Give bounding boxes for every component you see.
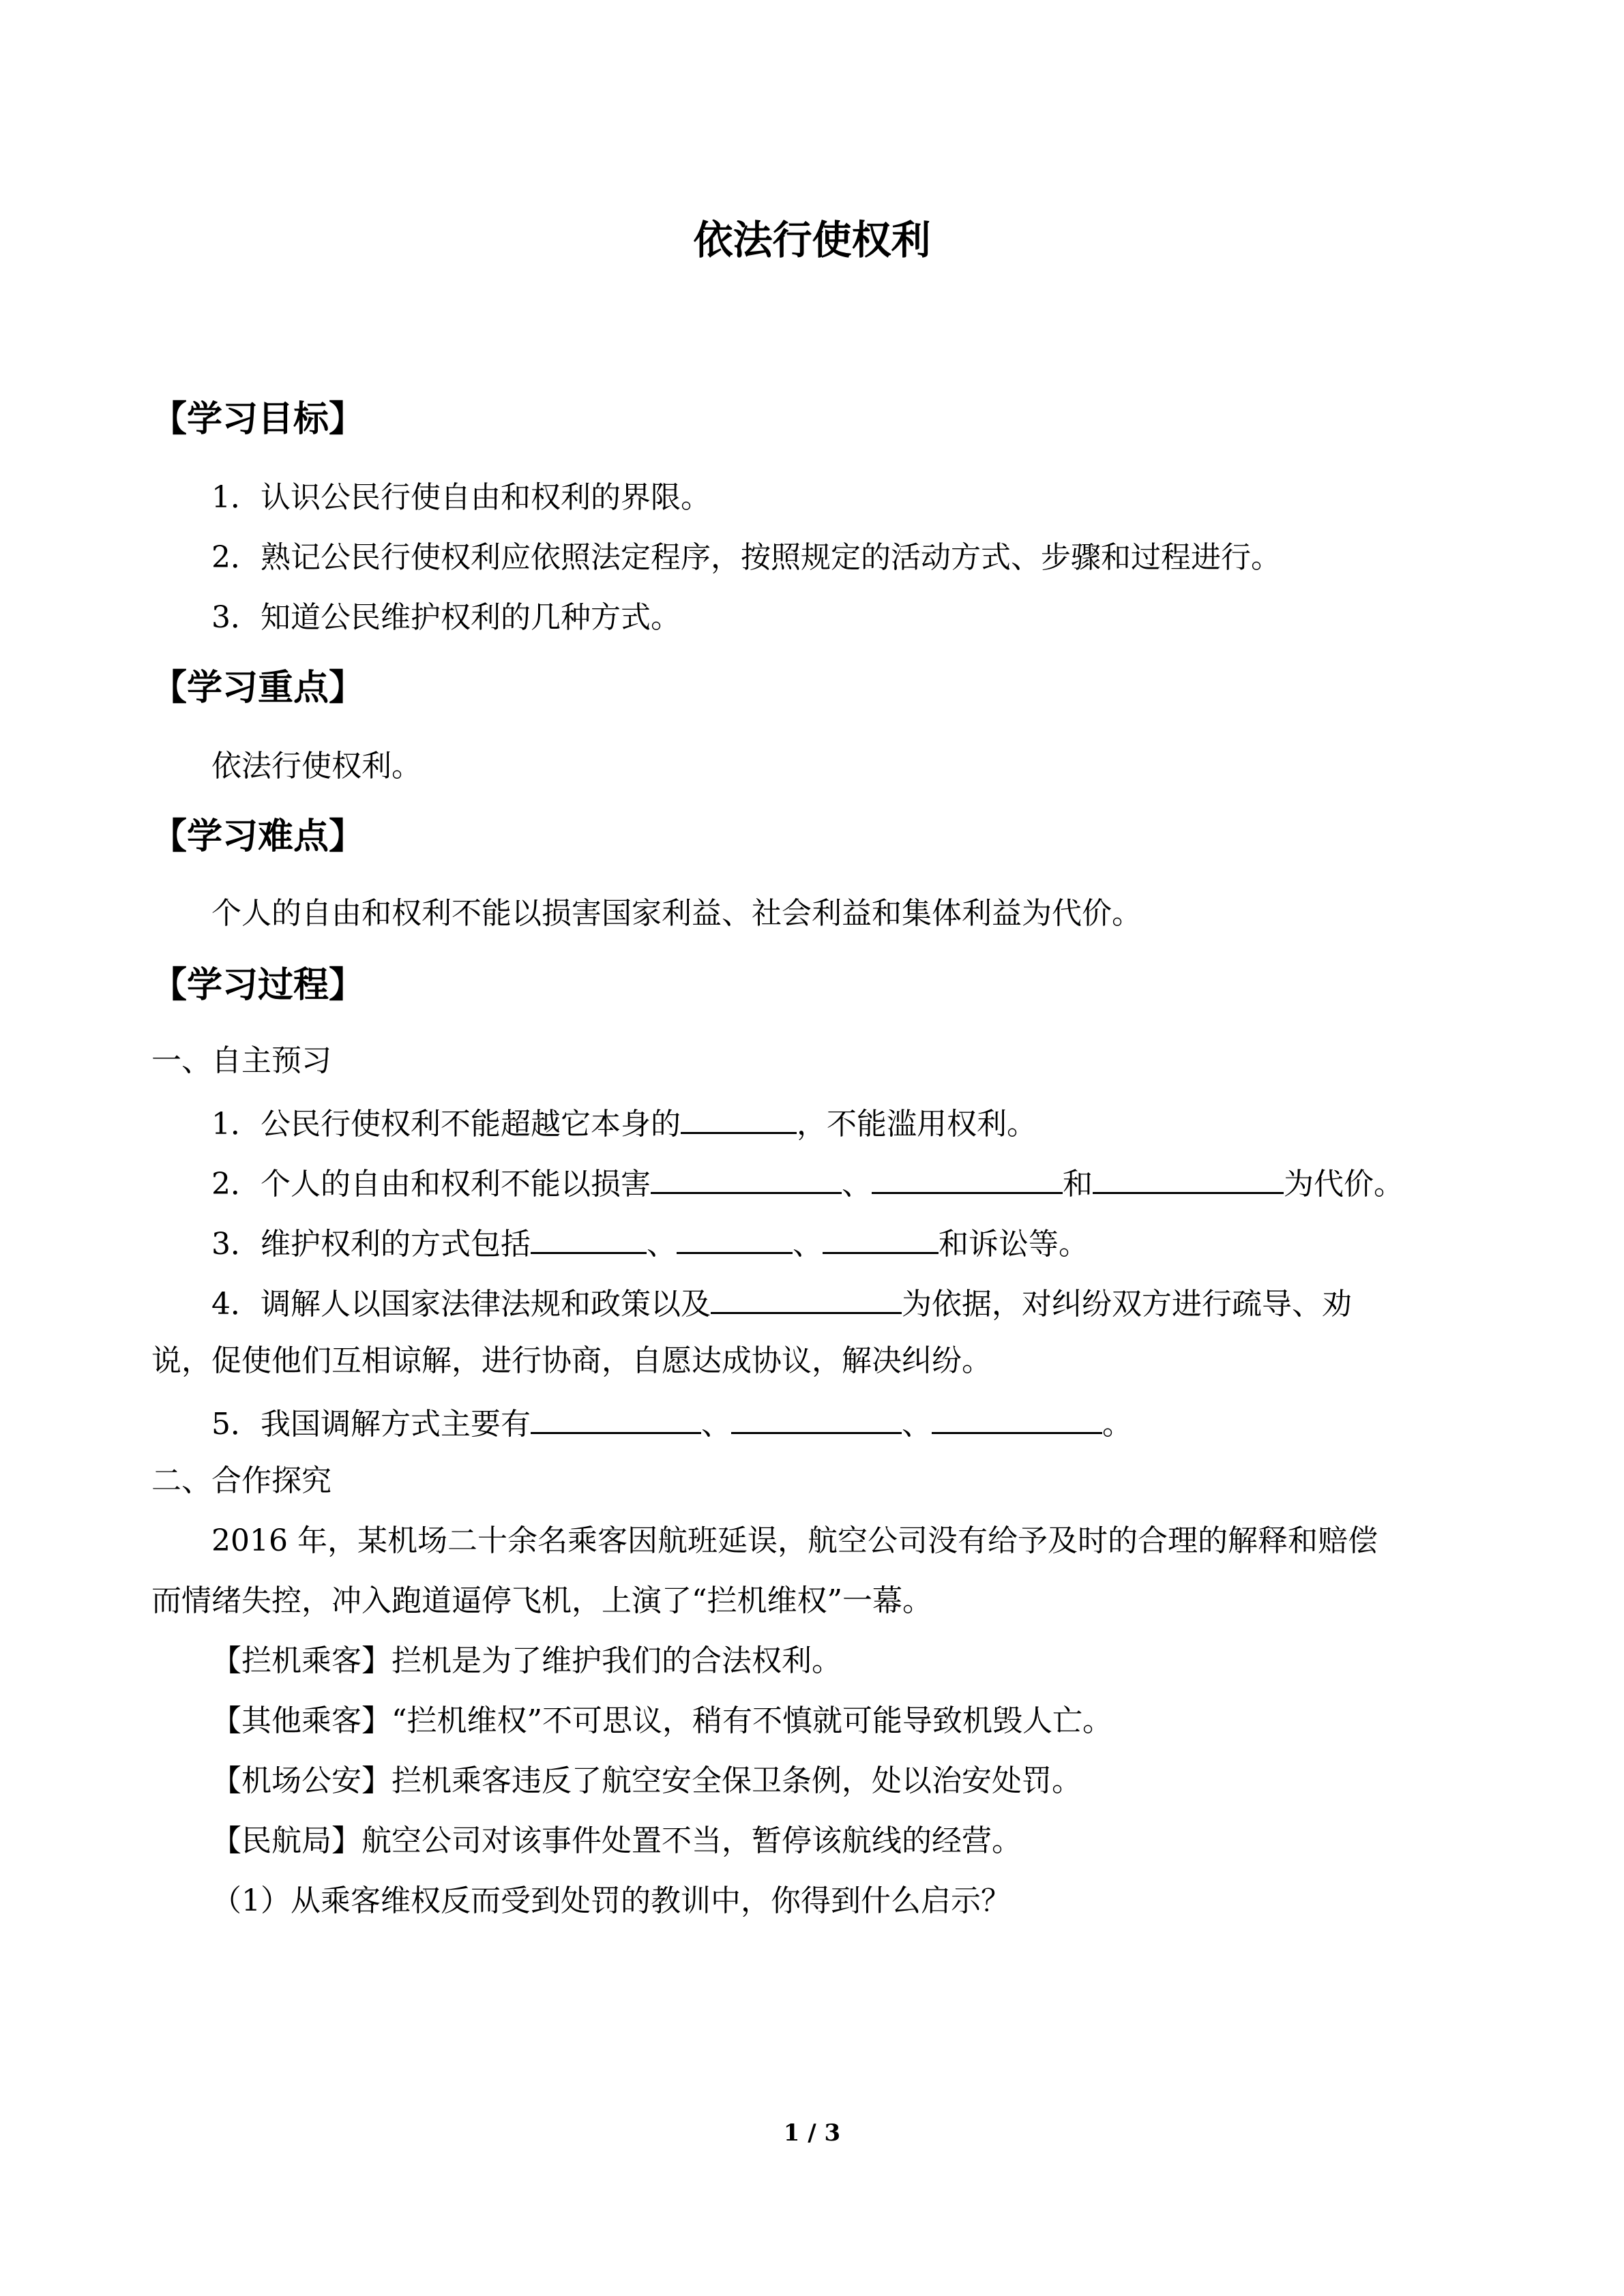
case-paragraph-line-2: 而情绪失控，冲入跑道逼停飞机，上演了“拦机维权”一幕。 [151,1583,932,1618]
difficulty-text: 个人的自由和权利不能以损害国家利益、社会利益和集体利益为代价。 [211,896,1142,931]
difficulty-heading: 【学习难点】 [151,816,365,857]
objective-item-2: 2．熟记公民行使权利应依照法定程序，按照规定的活动方式、步骤和过程进行。 [211,540,1281,575]
question-2: 2．个人的自由和权利不能以损害 、 和 为代价。 [211,1161,1404,1205]
view-other-passengers: 【其他乘客】“拦机维权”不可思议，稍有不慎就可能导致机毁人亡。 [211,1703,1112,1738]
question-4-continued: 说，促使他们互相谅解，进行协商，自愿达成协议，解决纠纷。 [151,1343,992,1378]
question-4: 4．调解人以国家法律法规和政策以及 为依据，对纠纷双方进行疏导、劝 [211,1281,1352,1325]
key-point-heading: 【学习重点】 [151,668,365,709]
process-heading: 【学习过程】 [151,965,365,1006]
page-number: 1 / 3 [783,2119,841,2147]
view-civil-aviation: 【民航局】航空公司对该事件处置不当，暂停该航线的经营。 [211,1823,1022,1858]
view-airport-police: 【机场公安】拦机乘客违反了航空安全保卫条例，处以治安处罚。 [211,1763,1082,1798]
answer-blank[interactable] [531,1401,701,1434]
part1-title: 一、自主预习 [151,1043,331,1078]
answer-blank[interactable] [731,1401,902,1434]
view-blocking-passengers: 【拦机乘客】拦机是为了维护我们的合法权利。 [211,1643,842,1678]
discussion-question-1: （1）从乘客维权反而受到处罚的教训中，你得到什么启示？ [211,1883,1011,1918]
answer-blank[interactable] [681,1101,797,1134]
part2-title: 二、合作探究 [151,1463,331,1498]
objectives-heading: 【学习目标】 [151,399,365,440]
question-5: 5．我国调解方式主要有 、 、 。 [211,1401,1132,1445]
key-point-text: 依法行使权利。 [211,749,422,784]
answer-blank[interactable] [872,1161,1063,1194]
answer-blank[interactable] [677,1221,793,1254]
question-1: 1．公民行使权利不能超越它本身的 ，不能滥用权利。 [211,1101,1037,1145]
case-paragraph-line-1: 2016 年，某机场二十余名乘客因航班延误，航空公司没有给予及时的合理的解释和赔偿 [211,1523,1378,1558]
objective-item-3: 3．知道公民维护权利的几种方式。 [211,600,681,635]
question-3: 3．维护权利的方式包括 、 、 和诉讼等。 [211,1221,1089,1265]
answer-blank[interactable] [651,1161,842,1194]
answer-blank[interactable] [1093,1161,1284,1194]
answer-blank[interactable] [711,1281,902,1314]
page-title: 依法行使权利 [693,217,931,263]
answer-blank[interactable] [932,1401,1102,1434]
objective-item-1: 1．认识公民行使自由和权利的界限。 [211,480,711,515]
answer-blank[interactable] [531,1221,647,1254]
answer-blank[interactable] [823,1221,939,1254]
